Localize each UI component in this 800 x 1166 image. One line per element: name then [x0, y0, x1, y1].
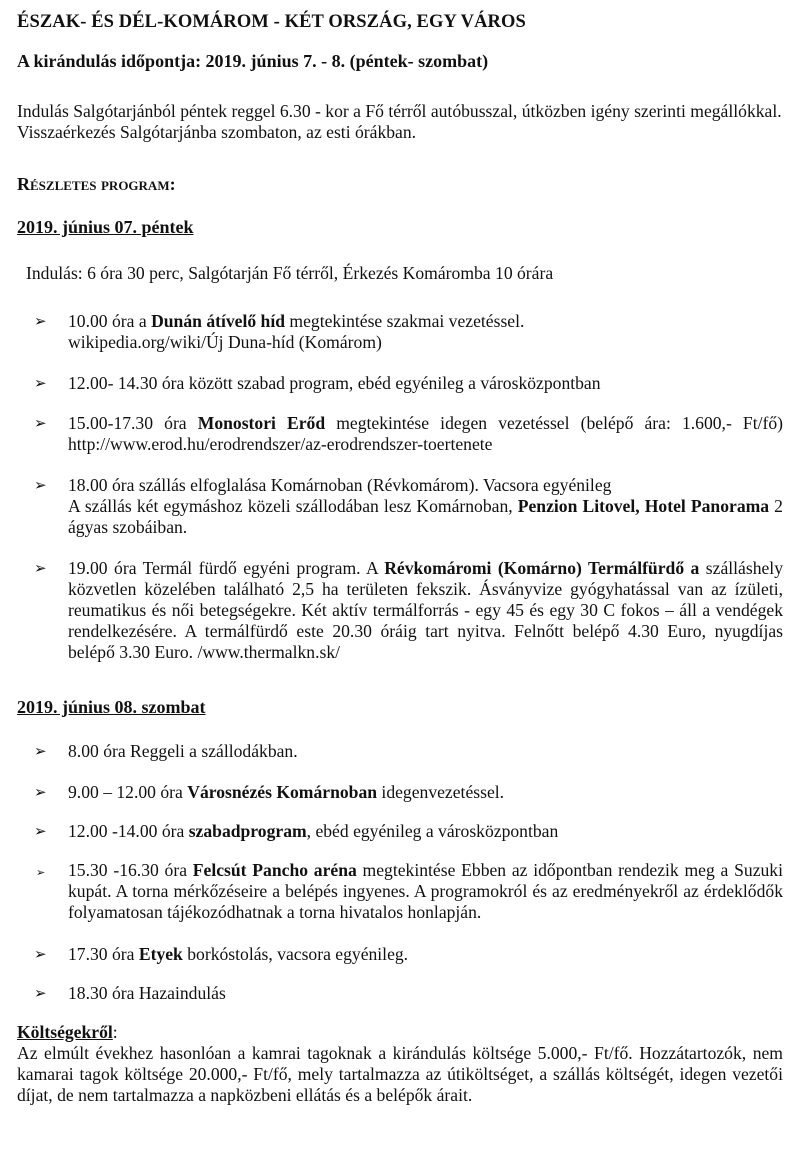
arrow-bullet-icon: ➢ — [34, 414, 47, 432]
departure-info: Indulás: 6 óra 30 perc, Salgótarján Fő térről, Érkezés Komáromba 10 órára — [26, 263, 554, 283]
program-heading: Részletes program: — [17, 174, 176, 194]
list-item: ➢ 18.00 óra szállás elfoglalása Komárnoban (Révkomárom). Vacsora egyénileg A szállás két egymáshoz közeli szállodában lesz Komárnoban, Penzion Litovel, Hotel Panorama 2 ágyas szobáiban. — [34, 475, 783, 537]
trip-date: A kirándulás időpontja: 2019. június 7. - 8. (péntek- szombat) — [17, 51, 489, 71]
list-item: ➢ 19.00 óra Termál fürdő egyéni program. A Révkomáromi (Komárno) Termálfürdő a szálláshely közvetlen közelében található 2,5 ha területen fekszik. Ásványvize gyógyhatással van az ízületi, reumatikus és női betegségekre. Két aktív termálforrás - egy 45 és egy 30 C fokos – áll a vendégek rendelkezésére. A termálfürdő este 20.30 óráig tart nyitva. Felnőtt belépő 4.30 Euro, nyugdíjas belépő 3.30 Euro. /www.thermalkn.sk/ — [34, 558, 783, 662]
list-item: ➢ 12.00 -14.00 óra szabadprogram, ebéd egyénileg a városközpontban — [34, 821, 559, 841]
costs-heading: Költségekről: — [17, 1022, 118, 1042]
list-item: ➢ 15.30 -16.30 óra Felcsút Pancho aréna megtekintése Ebben az időpontban rendezik meg a Suzuki kupát. A torna mérkőzéseire a belépés ingyenes. A programokról és az eredményekről az érdeklődők folyamatosan tájékozódhatnak a torna hivatalos honlapján. — [36, 860, 783, 922]
arrow-bullet-icon: ➢ — [34, 476, 47, 494]
arrow-bullet-icon: ➢ — [34, 945, 47, 963]
list-item: ➢ 8.00 óra Reggeli a szállodákban. — [34, 741, 298, 761]
day1-heading: 2019. június 07. péntek — [17, 217, 194, 237]
costs-paragraph: Az elmúlt évekhez hasonlóan a kamrai tagoknak a kirándulás költsége 5.000,- Ft/fő. Hozzátartozók, nem kamarai tagok költsége 20.000,- Ft/fő, mely tartalmazza az útiköltséget, a szállás költségét, idegen vezetői díjat, de nem tartalmazza a napközbeni ellátás és a belépők árait. — [17, 1043, 783, 1105]
list-item: ➢ 18.30 óra Hazaindulás — [34, 983, 226, 1003]
arrow-bullet-icon: ➢ — [34, 822, 47, 840]
intro-paragraph: Indulás Salgótarjánból péntek reggel 6.30 - kor a Fő térről autóbusszal, útközben igény szerinti megállókkal. Visszaérkezés Salgótarjánba szombaton, az esti órákban. — [17, 101, 782, 142]
list-item: ➢ 15.00-17.30 óra Monostori Erőd megtekintése idegen vezetéssel (belépő ára: 1.600,- Ft/fő) http://www.erod.hu/erodrendszer/az-erodrendszer-toertenete — [34, 413, 783, 454]
arrow-bullet-icon: ➢ — [34, 984, 47, 1002]
arrow-bullet-icon: ➢ — [34, 742, 47, 760]
list-item: ➢ 12.00- 14.30 óra között szabad program, ebéd egyénileg a városközpontban — [34, 373, 601, 393]
list-item: ➢ 17.30 óra Etyek borkóstolás, vacsora egyénileg. — [34, 944, 409, 964]
list-item: ➢ 9.00 – 12.00 óra Városnézés Komárnoban idegenvezetéssel. — [34, 782, 505, 802]
arrow-bullet-icon: ➢ — [34, 559, 47, 577]
arrow-bullet-icon: ➢ — [34, 374, 47, 392]
arrow-bullet-icon: ➢ — [34, 312, 47, 330]
link-text: wikipedia.org/wiki/Új Duna-híd (Komárom) — [68, 332, 382, 352]
day2-heading: 2019. június 08. szombat — [17, 697, 206, 717]
list-item: ➢ 10.00 óra a Dunán átívelő híd megtekintése szakmai vezetéssel. wikipedia.org/wiki/Új Duna-híd (Komárom) — [34, 311, 783, 353]
document-title: ÉSZAK- ÉS DÉL-KOMÁROM - KÉT ORSZÁG, EGY VÁROS — [17, 12, 526, 32]
arrow-bullet-icon: ➢ — [36, 866, 46, 879]
arrow-bullet-icon: ➢ — [34, 783, 47, 801]
